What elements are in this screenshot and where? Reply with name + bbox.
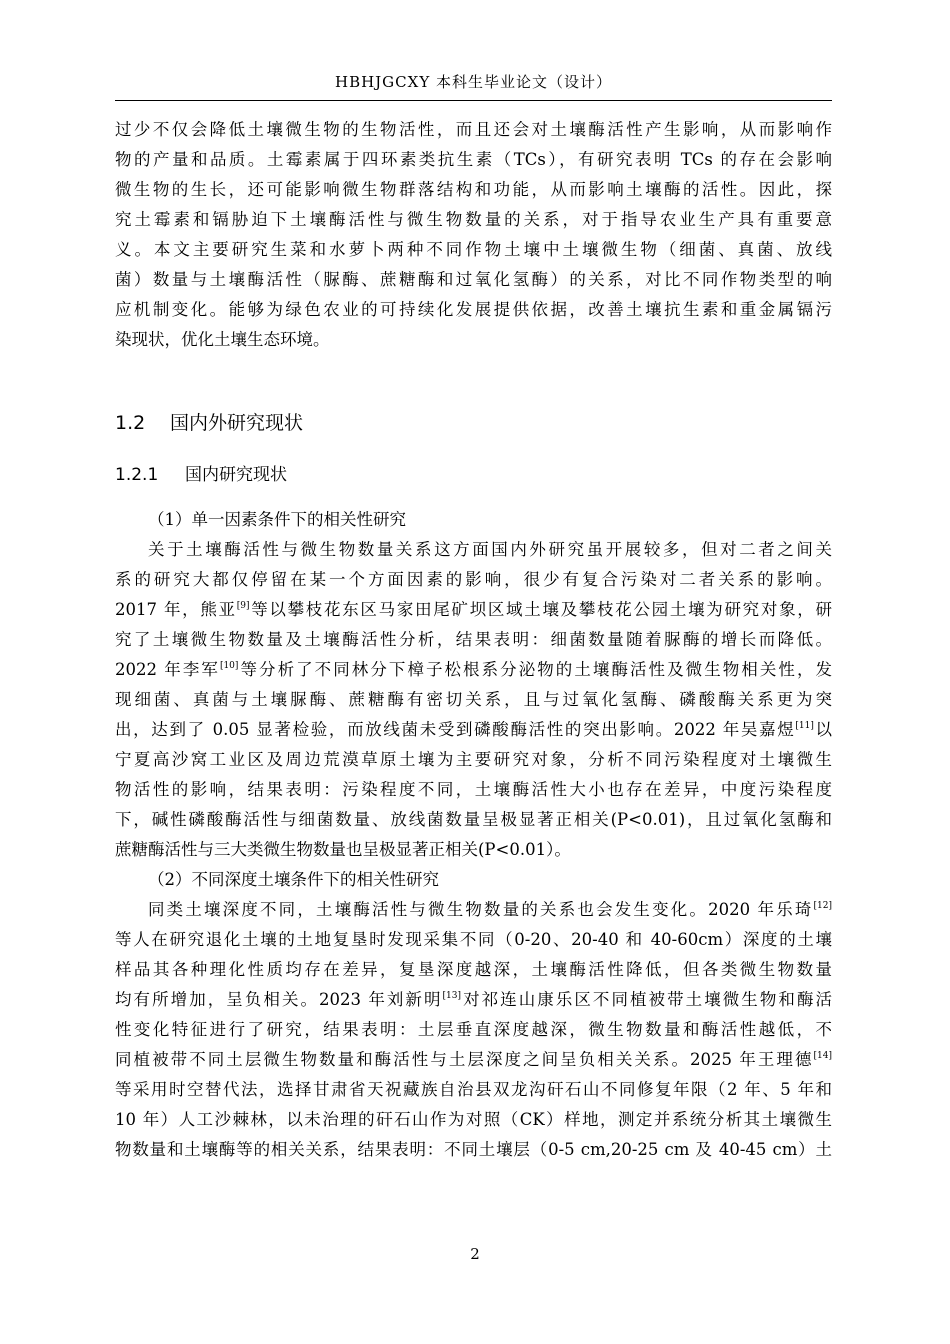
section-number: 1.2.1 — [115, 465, 159, 485]
text-line: 性变化特征进行了研究，结果表明：土层垂直深度越深，微生物数量和酶活性越低，不 — [115, 1020, 832, 1039]
text-line: 蔗糖酶活性与三大类微生物数量也呈极显著正相关(P<0.01）。 — [115, 840, 571, 859]
text-line: 现细菌、真菌与土壤脲酶、蔗糖酶有密切关系，且与过氧化氢酶、磷酸酶关系更为突 — [115, 690, 832, 709]
text-line: 均有所增加，呈负相关。2023 年刘新明[13]对祁连山康乐区不同植被带土壤微生物和酶活 — [115, 990, 832, 1009]
text-line: 2017 年，熊亚[9]等以攀枝花东区马家田尾矿坝区域土壤及攀枝花公园土壤为研究对象，研 — [115, 600, 832, 619]
text-line: 宁夏高沙窝工业区及周边荒漠草原土壤为主要研究对象，分析不同污染程度对土壤微生 — [115, 750, 832, 769]
text-line: 过少不仅会降低土壤微生物的生物活性，而且还会对土壤酶活性产生影响，从而影响作 — [115, 120, 832, 139]
section-title: 国内研究现状 — [185, 465, 287, 485]
text-line: 系的研究大都仅停留在某一个方面因素的影响，很少有复合污染对二者关系的影响。 — [115, 570, 832, 589]
text-line: 同植被带不同土层微生物数量和酶活性与土层深度之间呈负相关关系。2025 年王理德[14] — [115, 1050, 832, 1069]
citation-ref: [9] — [236, 601, 250, 611]
section-title: 国内外研究现状 — [170, 412, 304, 434]
citation-ref: [14] — [813, 1051, 832, 1061]
section-number: 1.2 — [115, 412, 146, 434]
citation-ref: [12] — [813, 901, 832, 911]
header-divider — [115, 100, 832, 101]
text-line: 义。本文主要研究生菜和水萝卜两种不同作物土壤中土壤微生物（细菌、真菌、放线 — [115, 240, 832, 259]
citation-ref: [13] — [442, 991, 462, 1001]
text-line: 10 年）人工沙棘林，以未治理的矸石山作为对照（CK）样地，测定并系统分析其土壤微生 — [115, 1110, 832, 1129]
section-heading-1-2 — [115, 410, 303, 436]
section-heading-1-2-1 — [115, 463, 287, 487]
text-line: 下，碱性磷酸酶活性与细菌数量、放线菌数量呈极显著正相关(P<0.01)，且过氧化氢酶和 — [115, 810, 832, 829]
text-line: 微生物的生长，还可能影响微生物群落结构和功能，从而影响土壤酶的活性。因此，探 — [115, 180, 832, 199]
text-line: 样品其各种理化性质均存在差异，复垦深度越深，土壤酶活性降低，但各类微生物数量 — [115, 960, 832, 979]
text-line: 关于土壤酶活性与微生物数量关系这方面国内外研究虽开展较多，但对二者之间关 — [148, 540, 832, 559]
page-header: HBHJGCXY 本科生毕业论文（设计） — [334, 73, 612, 91]
text-line: 菌）数量与土壤酶活性（脲酶、蔗糖酶和过氧化氢酶）的关系，对比不同作物类型的响 — [115, 270, 832, 289]
text-line: 2022 年李军[10]等分析了不同林分下樟子松根系分泌物的土壤酶活性及微生物相关性，发 — [115, 660, 832, 679]
text-line: 物数量和土壤酶等的相关关系，结果表明：不同土壤层（0-5 cm,20-25 cm 及 40-45 cm）土 — [115, 1140, 832, 1159]
text-line: 同类土壤深度不同，土壤酶活性与微生物数量的关系也会发生变化。2020 年乐琦[12] — [148, 900, 832, 919]
text-line: 出，达到了 0.05 显著检验，而放线菌未受到磷酸酶活性的突出影响。2022 年吴嘉煜[11]以 — [115, 720, 832, 739]
text-line: 究土霉素和镉胁迫下土壤酶活性与微生物数量的关系，对于指导农业生产具有重要意 — [115, 210, 832, 229]
text-line: 应机制变化。能够为绿色农业的可持续化发展提供依据，改善土壤抗生素和重金属镉污 — [115, 300, 832, 319]
text-line: 物活性的影响，结果表明：污染程度不同，土壤酶活性大小也存在差异，中度污染程度 — [115, 780, 832, 799]
page-number: 2 — [470, 1245, 480, 1263]
text-line: 究了土壤微生物数量及土壤酶活性分析，结果表明：细菌数量随着脲酶的增长而降低。 — [115, 630, 832, 649]
citation-ref: [10] — [219, 661, 239, 671]
text-line: 等采用时空替代法，选择甘肃省天祝藏族自治县双龙沟矸石山不同修复年限（2 年、5 年和 — [115, 1080, 832, 1099]
text-line: 物的产量和品质。土霉素属于四环素类抗生素（TCs），有研究表明 TCs 的存在会影响 — [115, 150, 832, 169]
citation-ref: [11] — [795, 721, 814, 731]
subsection-title-1: （1）单一因素条件下的相关性研究 — [148, 510, 406, 529]
subsection-title-2: （2）不同深度土壤条件下的相关性研究 — [148, 870, 439, 889]
text-line: 等人在研究退化土壤的土地复垦时发现采集不同（0-20、20-40 和 40-60cm）深度的土壤 — [115, 930, 832, 949]
text-line: 染现状，优化土壤生态环境。 — [115, 330, 330, 349]
